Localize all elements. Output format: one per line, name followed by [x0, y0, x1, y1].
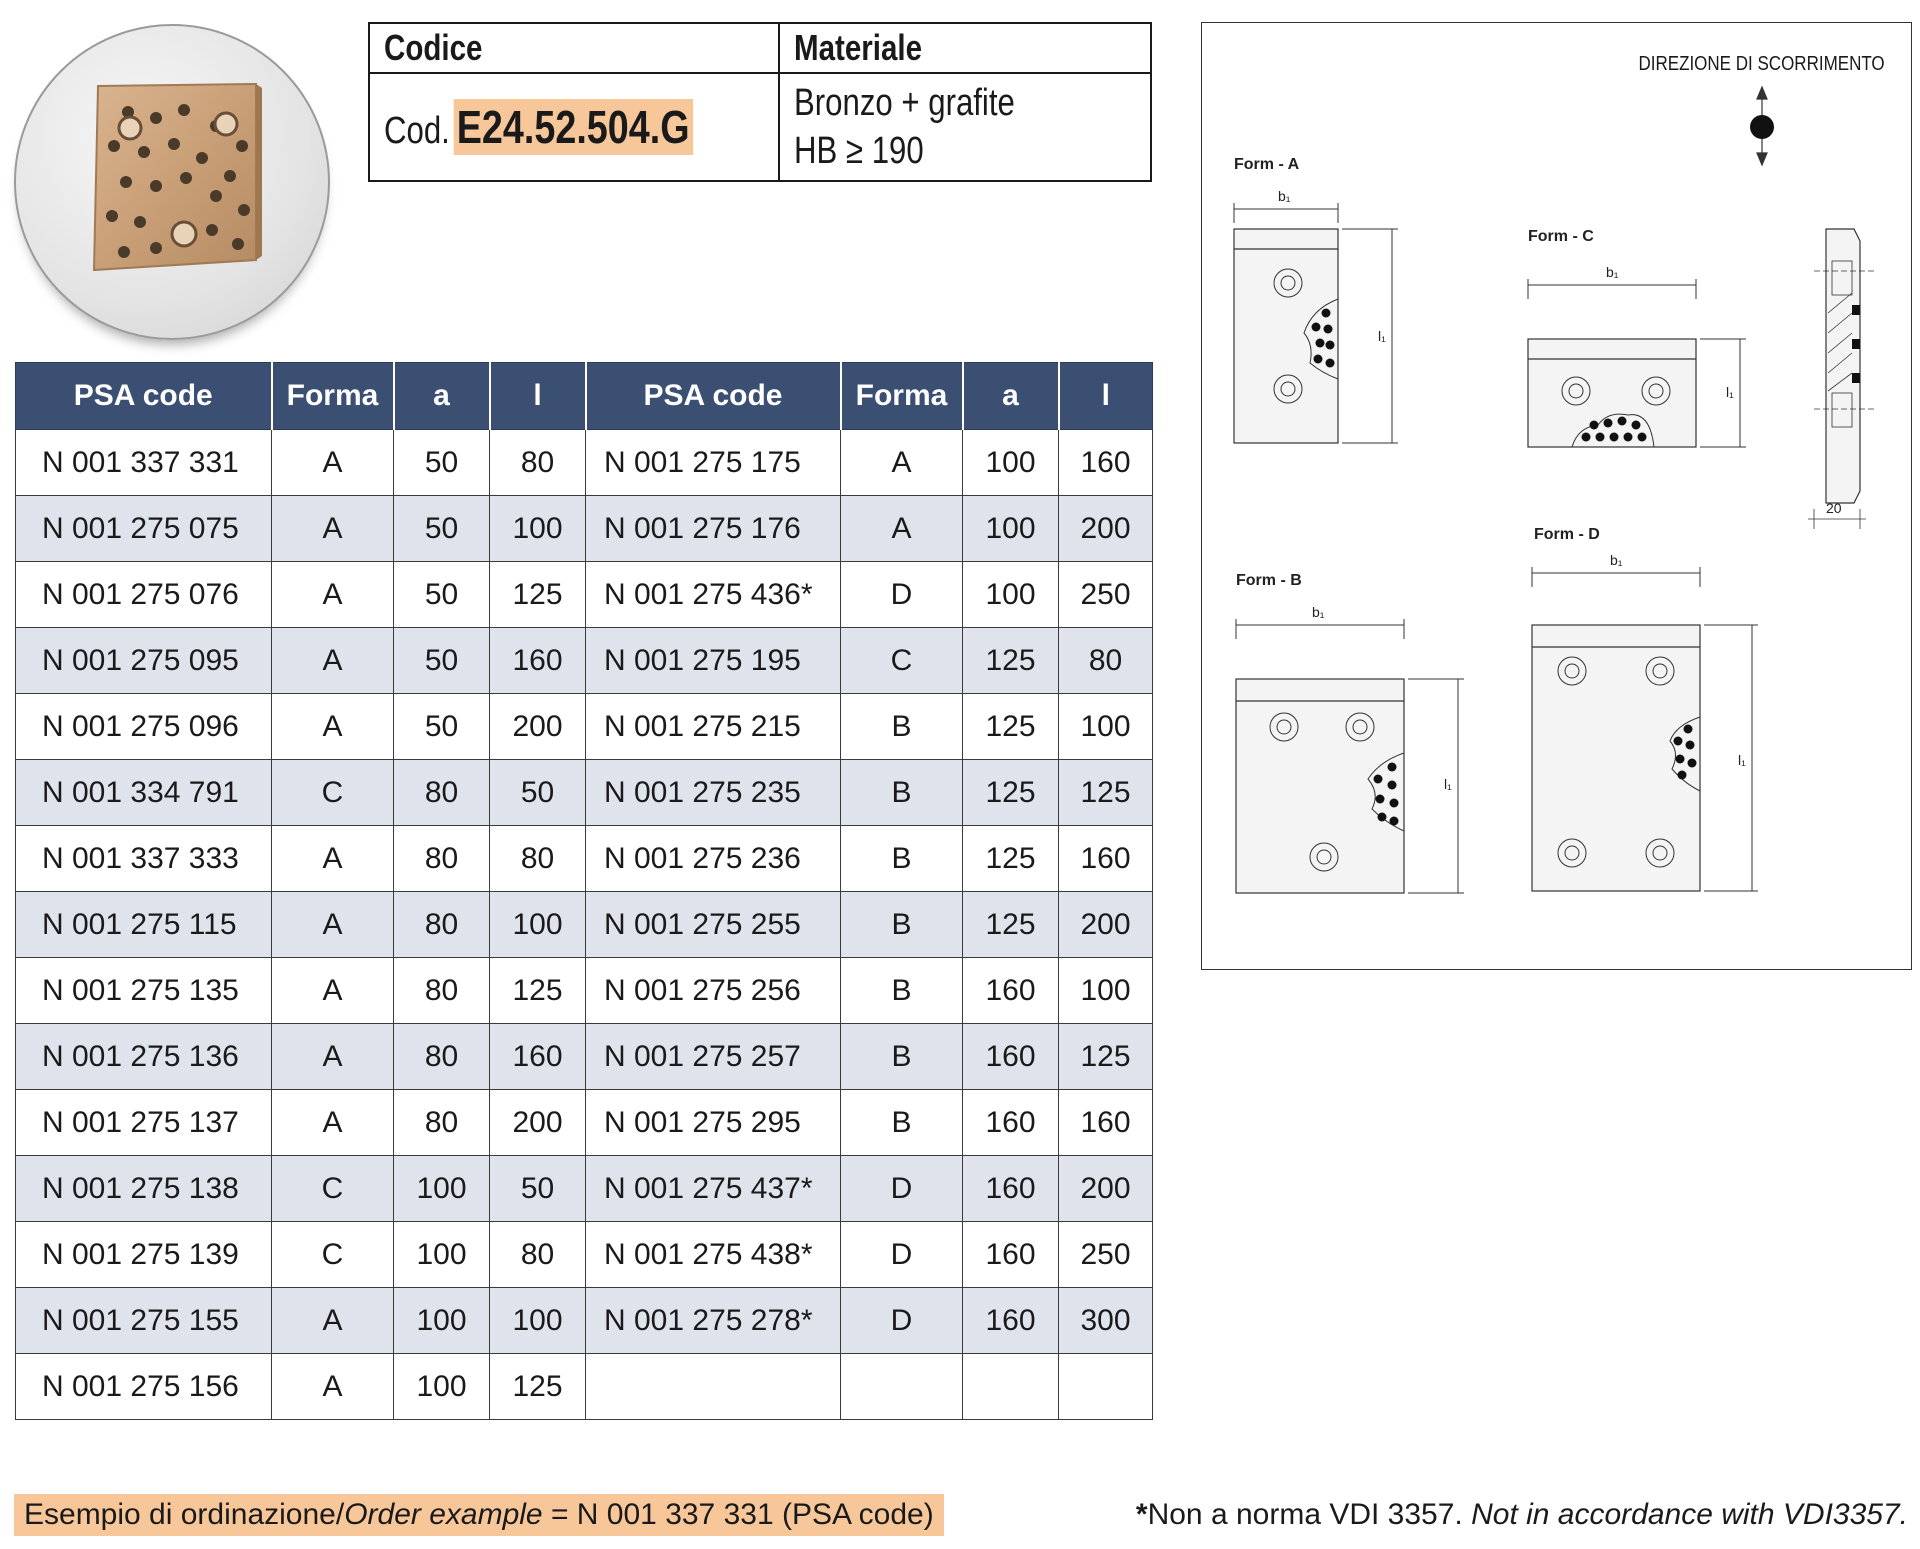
cell-l: 80: [1059, 628, 1153, 694]
cell-l: 100: [1059, 958, 1153, 1024]
cell-code: N 001 275 115: [16, 892, 272, 958]
header-materiale: Materiale: [779, 23, 1151, 73]
cell-code: N 001 275 156: [16, 1354, 272, 1420]
table-row: [16, 562, 1153, 628]
cell-forma: B: [841, 826, 963, 892]
table-row: [16, 1288, 1153, 1354]
cell-a: 100: [394, 1354, 490, 1420]
cell-forma: A: [272, 628, 394, 694]
cell-l: 125: [1059, 1024, 1153, 1090]
cell-code: N 001 275 215: [586, 694, 841, 760]
cell-a: 100: [394, 1288, 490, 1354]
dim-20: 20: [1826, 500, 1842, 516]
table-row: [16, 826, 1153, 892]
order-label-en: Order example: [344, 1498, 543, 1531]
technical-drawing: [1202, 23, 1911, 969]
cell-forma: D: [841, 1156, 963, 1222]
code-material-table: [368, 22, 1152, 182]
cell-forma: B: [841, 1024, 963, 1090]
code-prefix: Cod.: [384, 110, 450, 152]
cell-code: N 001 275 076: [16, 562, 272, 628]
cell-code: N 001 275 139: [16, 1222, 272, 1288]
dim-b1-d: b₁: [1610, 552, 1623, 568]
cell-forma: D: [841, 562, 963, 628]
cell-a: 50: [394, 430, 490, 496]
cell-forma: B: [841, 892, 963, 958]
form-b-label: Form - B: [1236, 572, 1302, 589]
cell-l: 160: [1059, 826, 1153, 892]
cell-l: 125: [490, 958, 586, 1024]
cell-a: 160: [963, 1024, 1059, 1090]
cell-l: 200: [1059, 892, 1153, 958]
cell-a: 50: [394, 628, 490, 694]
cell-a: 160: [963, 1222, 1059, 1288]
note-en: Not in accordance with VDI3357.: [1471, 1498, 1908, 1531]
col-header: l: [490, 363, 586, 430]
cell-l: 125: [1059, 760, 1153, 826]
note-it: Non a norma VDI 3357.: [1147, 1498, 1472, 1531]
material-line1: Bronzo + grafite: [794, 82, 1015, 124]
col-header: Forma: [272, 363, 394, 430]
header-codice: Codice: [369, 23, 779, 73]
cell-code: N 001 275 437*: [586, 1156, 841, 1222]
form-c-label: Form - C: [1528, 228, 1594, 245]
table-row: [16, 958, 1153, 1024]
cell-forma: A: [272, 496, 394, 562]
note-star: *: [1135, 1498, 1148, 1531]
cell-a: 50: [394, 562, 490, 628]
table-row: [16, 892, 1153, 958]
cell-a: 100: [394, 1156, 490, 1222]
cell-l: 80: [490, 826, 586, 892]
cell-forma: [841, 1354, 963, 1420]
table-row: [16, 694, 1153, 760]
cell-forma: C: [272, 1222, 394, 1288]
cell-a: 160: [963, 1156, 1059, 1222]
cell-forma: C: [841, 628, 963, 694]
cell-a: 100: [394, 1222, 490, 1288]
cell-code: N 001 337 331: [16, 430, 272, 496]
cell-a: 80: [394, 892, 490, 958]
dim-l1-a: l₁: [1378, 328, 1386, 344]
cell-forma: A: [272, 562, 394, 628]
product-photo: [14, 24, 330, 340]
cell-forma: A: [272, 1288, 394, 1354]
table-row: [16, 1024, 1153, 1090]
cell-code: N 001 275 256: [586, 958, 841, 1024]
cell-code: N 001 275 137: [16, 1090, 272, 1156]
cell-a: 80: [394, 1090, 490, 1156]
material-line2: HB ≥ 190: [794, 130, 924, 172]
cell-a: [963, 1354, 1059, 1420]
col-header: PSA code: [16, 363, 272, 430]
cell-forma: B: [841, 958, 963, 1024]
cell-a: 100: [963, 496, 1059, 562]
cell-code: N 001 275 095: [16, 628, 272, 694]
cell-l: 50: [490, 760, 586, 826]
cell-code: N 001 275 096: [16, 694, 272, 760]
cell-code: N 001 275 075: [16, 496, 272, 562]
cell-code: N 001 275 295: [586, 1090, 841, 1156]
cell-code: N 001 337 333: [16, 826, 272, 892]
cell-forma: A: [272, 1090, 394, 1156]
cell-code: N 001 334 791: [16, 760, 272, 826]
cell-l: 100: [490, 496, 586, 562]
cell-l: 50: [490, 1156, 586, 1222]
cell-forma: B: [841, 760, 963, 826]
order-example: [14, 1494, 944, 1536]
cell-l: 160: [1059, 1090, 1153, 1156]
cell-forma: B: [841, 694, 963, 760]
cell-l: 100: [490, 1288, 586, 1354]
cell-l: 160: [1059, 430, 1153, 496]
cell-forma: A: [272, 1354, 394, 1420]
cell-code: N 001 275 175: [586, 430, 841, 496]
cell-code: N 001 275 438*: [586, 1222, 841, 1288]
cell-a: 100: [963, 430, 1059, 496]
order-value: = N 001 337 331 (PSA code): [542, 1498, 934, 1531]
cell-a: 80: [394, 1024, 490, 1090]
direction-label: DIREZIONE DI SCORRIMENTO: [1638, 53, 1885, 75]
cell-a: 125: [963, 628, 1059, 694]
psa-code-table: [15, 362, 1153, 1420]
cell-forma: A: [272, 430, 394, 496]
col-header: a: [963, 363, 1059, 430]
col-header: l: [1059, 363, 1153, 430]
cell-forma: C: [272, 1156, 394, 1222]
cell-code: N 001 275 195: [586, 628, 841, 694]
col-header: Forma: [841, 363, 963, 430]
cell-a: 80: [394, 760, 490, 826]
cell-forma: D: [841, 1222, 963, 1288]
cell-a: 50: [394, 496, 490, 562]
code-cell: [369, 73, 779, 181]
cell-a: 80: [394, 826, 490, 892]
cell-l: 200: [1059, 1156, 1153, 1222]
code-value: E24.52.504.G: [453, 99, 692, 155]
cell-a: 160: [963, 1288, 1059, 1354]
cell-forma: A: [272, 826, 394, 892]
dim-b1-c: b₁: [1606, 264, 1619, 280]
cell-code: [586, 1354, 841, 1420]
cell-l: 160: [490, 1024, 586, 1090]
cell-code: N 001 275 257: [586, 1024, 841, 1090]
cell-code: N 001 275 138: [16, 1156, 272, 1222]
cell-a: 160: [963, 1090, 1059, 1156]
table-row: [16, 496, 1153, 562]
direction-icon: [1750, 115, 1774, 139]
dim-b1-b: b₁: [1312, 604, 1325, 620]
dim-l1-d: l₁: [1738, 752, 1746, 768]
cell-l: 125: [490, 1354, 586, 1420]
dim-l1-b: l₁: [1444, 776, 1452, 792]
table-header-row: [16, 363, 1153, 430]
cell-l: 100: [490, 892, 586, 958]
cell-l: 300: [1059, 1288, 1153, 1354]
cell-l: 80: [490, 430, 586, 496]
dim-b1-a: b₁: [1278, 188, 1291, 204]
table-row: [16, 1354, 1153, 1420]
table-row: [16, 1156, 1153, 1222]
table-row: [16, 1090, 1153, 1156]
cell-a: 125: [963, 826, 1059, 892]
table-row: [16, 628, 1153, 694]
col-header: PSA code: [586, 363, 841, 430]
cell-forma: A: [272, 892, 394, 958]
cell-l: 100: [1059, 694, 1153, 760]
cell-l: 200: [490, 694, 586, 760]
cell-a: 80: [394, 958, 490, 1024]
form-d-label: Form - D: [1534, 526, 1600, 543]
cell-forma: A: [841, 496, 963, 562]
vdi-note: [1136, 1494, 1908, 1536]
cell-l: [1059, 1354, 1153, 1420]
table-row: [16, 760, 1153, 826]
table-row: [16, 1222, 1153, 1288]
cell-code: N 001 275 236: [586, 826, 841, 892]
cell-l: 80: [490, 1222, 586, 1288]
cell-code: N 001 275 155: [16, 1288, 272, 1354]
cell-a: 125: [963, 760, 1059, 826]
cell-forma: C: [272, 760, 394, 826]
cell-code: N 001 275 436*: [586, 562, 841, 628]
cell-code: N 001 275 135: [16, 958, 272, 1024]
cell-a: 100: [963, 562, 1059, 628]
col-header: a: [394, 363, 490, 430]
material-cell: [779, 73, 1151, 181]
cell-a: 160: [963, 958, 1059, 1024]
cell-forma: B: [841, 1090, 963, 1156]
cell-code: N 001 275 255: [586, 892, 841, 958]
cell-forma: A: [272, 694, 394, 760]
cell-forma: D: [841, 1288, 963, 1354]
cell-a: 125: [963, 892, 1059, 958]
cell-l: 250: [1059, 562, 1153, 628]
order-label-it: Esempio di ordinazione/: [24, 1498, 345, 1531]
cell-l: 250: [1059, 1222, 1153, 1288]
cell-forma: A: [272, 958, 394, 1024]
cell-forma: A: [272, 1024, 394, 1090]
cell-l: 200: [1059, 496, 1153, 562]
cell-l: 160: [490, 628, 586, 694]
cell-code: N 001 275 278*: [586, 1288, 841, 1354]
cell-a: 125: [963, 694, 1059, 760]
technical-drawing-panel: [1201, 22, 1912, 970]
cell-a: 50: [394, 694, 490, 760]
cell-l: 125: [490, 562, 586, 628]
cell-code: N 001 275 176: [586, 496, 841, 562]
cell-forma: A: [841, 430, 963, 496]
cell-code: N 001 275 136: [16, 1024, 272, 1090]
form-a-label: Form - A: [1234, 156, 1300, 173]
cell-l: 200: [490, 1090, 586, 1156]
dim-l1-c: l₁: [1726, 384, 1734, 400]
cell-code: N 001 275 235: [586, 760, 841, 826]
table-row: [16, 430, 1153, 496]
